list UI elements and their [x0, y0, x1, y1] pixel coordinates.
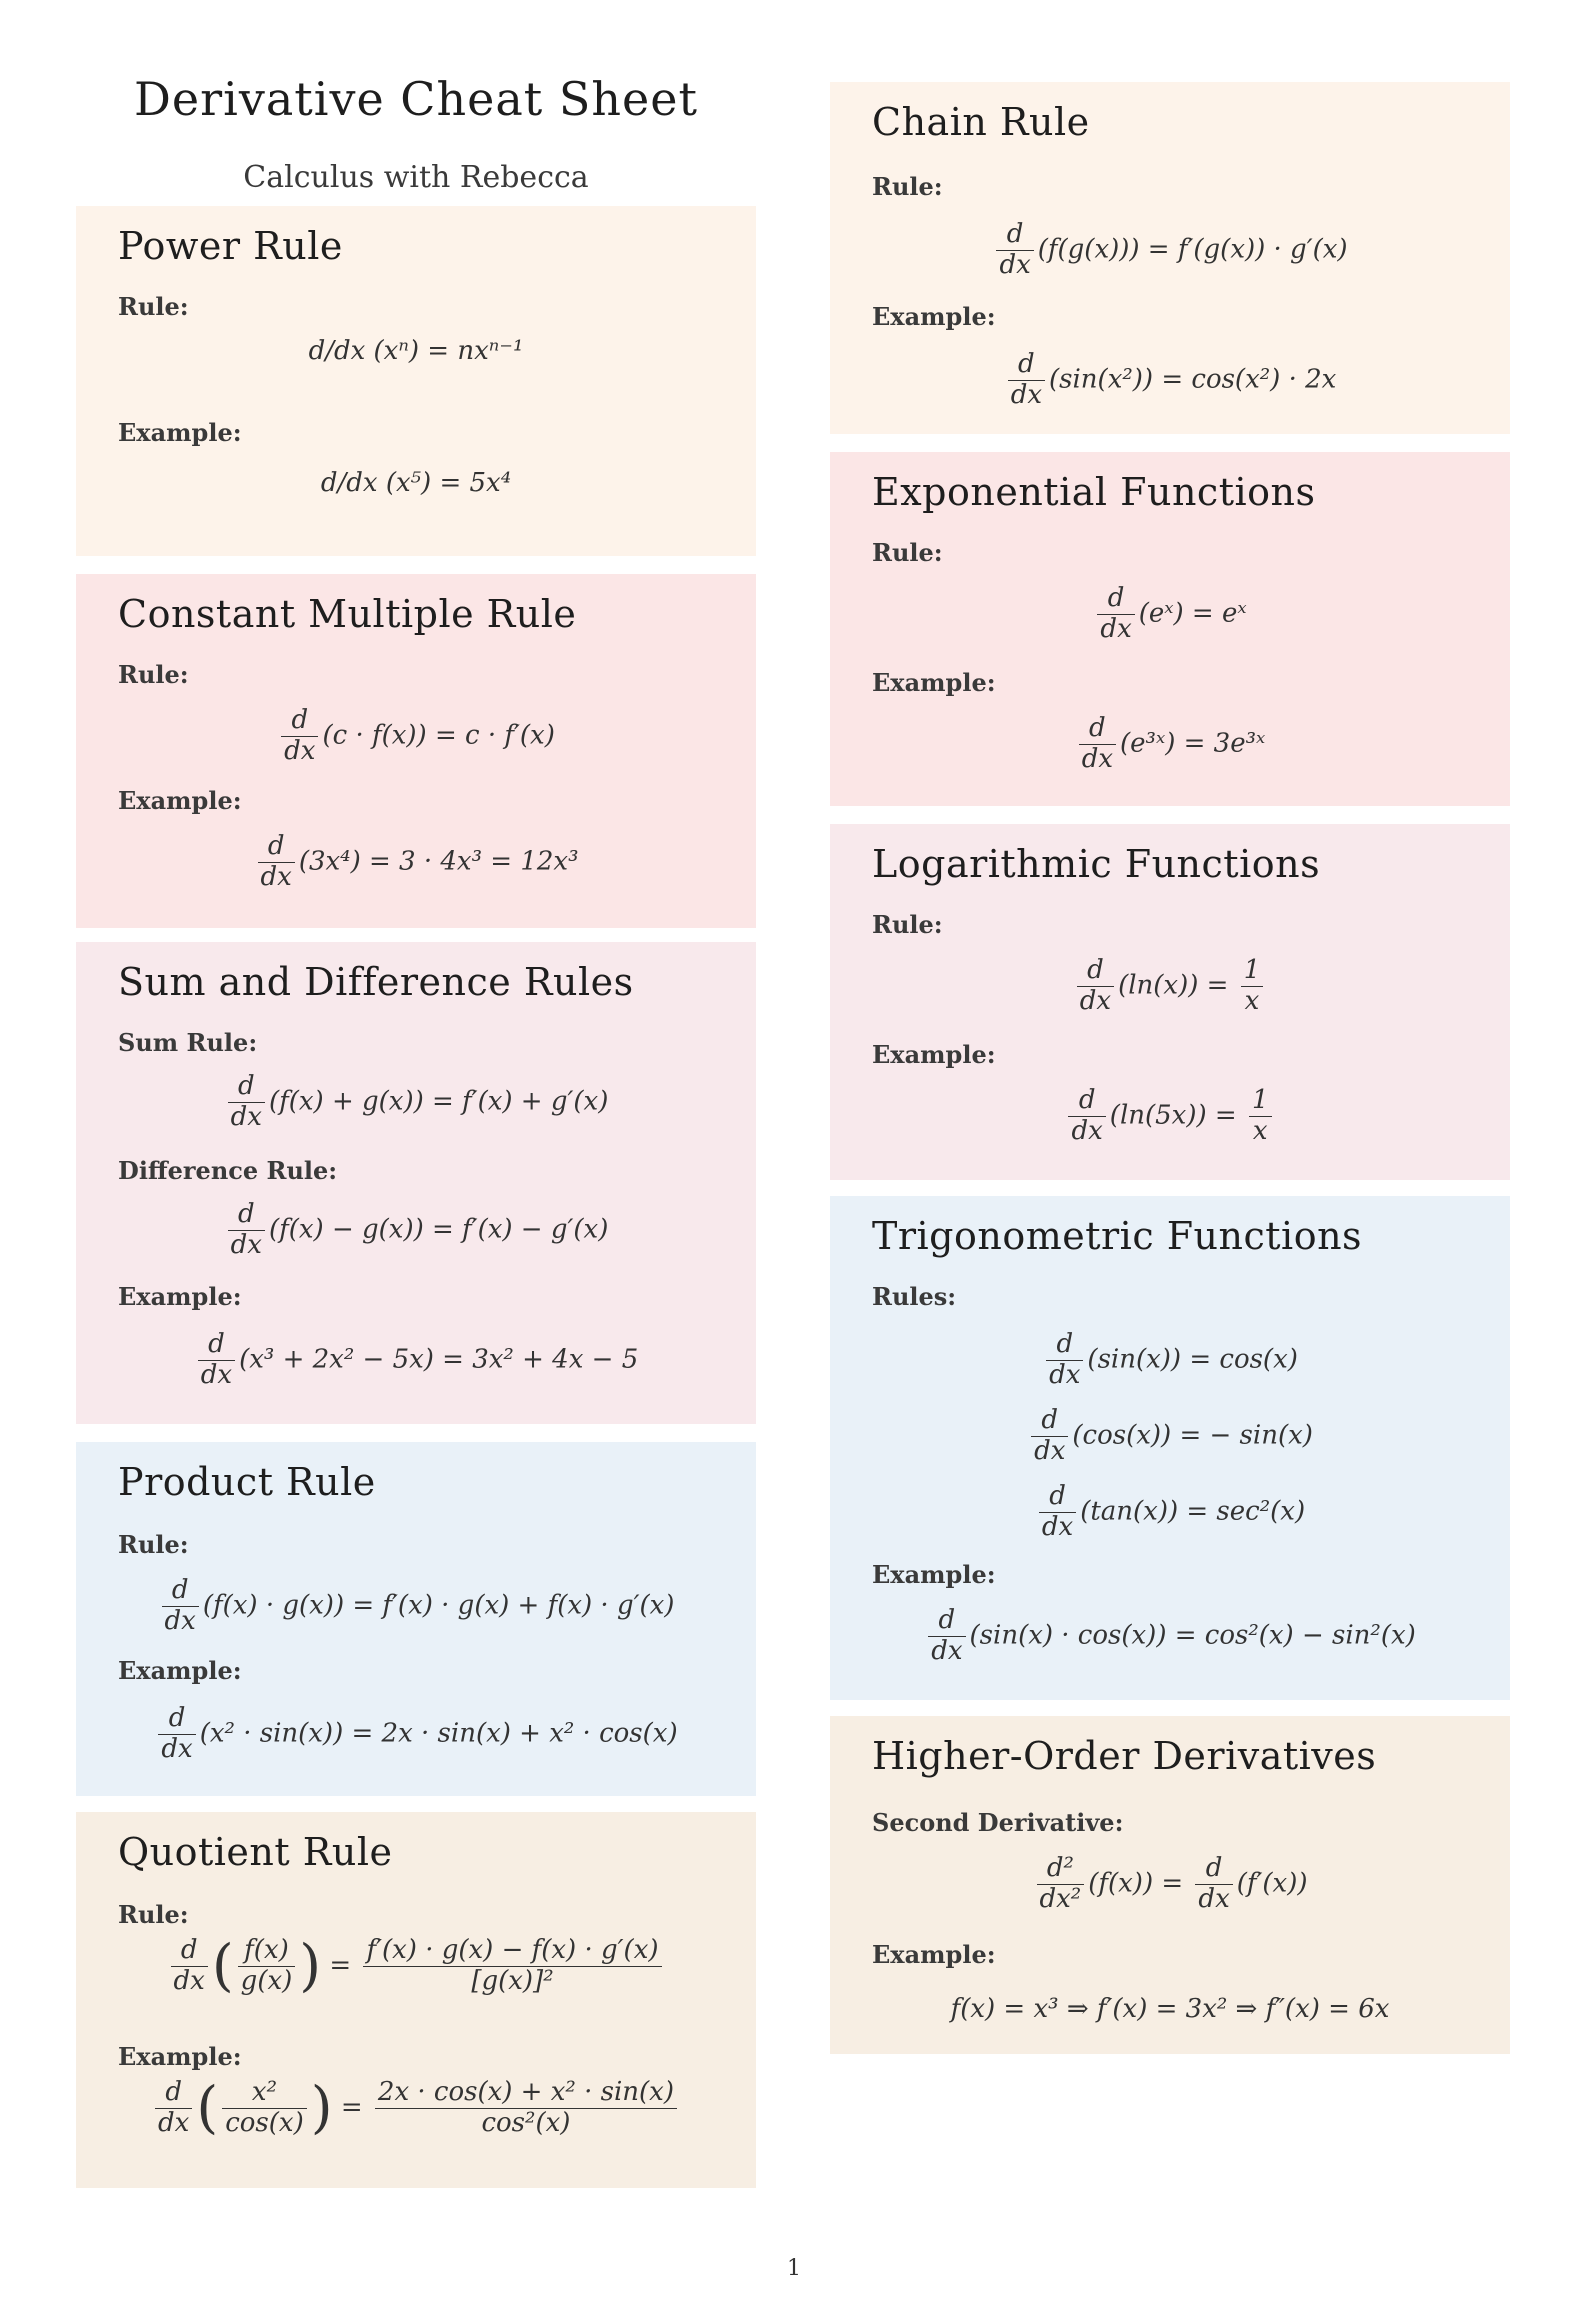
example-label: Example: — [118, 2042, 242, 2071]
derivative-fraction: $\frac{d}{dx}$ — [1079, 714, 1116, 775]
derivative-fraction: $\frac{d}{dx}$ — [281, 706, 318, 767]
rule-label: Rule: — [872, 172, 943, 201]
derivative-fraction: $\frac{d}{dx}$ — [171, 1936, 208, 1997]
sum-difference-section — [76, 942, 756, 1424]
trigonometric-section — [830, 1196, 1510, 1700]
trig-rule-cos: $\frac{d}{dx}$ (cos(x)) = − sin(x) — [830, 1406, 1510, 1467]
product-rule-section — [76, 1442, 756, 1796]
rule-label: Rule: — [118, 1900, 189, 1929]
difference-rule-formula: $\frac{d}{dx}$ (f(x) − g(x)) = f′(x) − g′(x) — [76, 1200, 756, 1261]
exponential-rule-formula: $\frac{d}{dx}$ (eˣ) = eˣ — [830, 584, 1510, 645]
derivative-fraction: $\frac{d}{dx}$ — [928, 1606, 965, 1667]
rule-label: Rule: — [872, 538, 943, 567]
product-example-formula: $\frac{d}{dx}$ (x² · sin(x)) = 2x · sin(x) + x² · cos(x) — [76, 1704, 756, 1765]
power-rule-formula-text: d/dx (xⁿ) = nxⁿ⁻¹ — [308, 336, 524, 366]
derivative-fraction: $\frac{d}{dx}$ — [162, 1576, 199, 1637]
derivative-fraction: $\frac{d}{dx}$ — [996, 220, 1033, 281]
quotient-rule-formula: $\frac{d}{dx}$ ( $\frac{f(x)}{g(x)}$ ) = $\frac{f'(x) \cdot g(x) - f(x) \cdot g'(x)}{\text{[g(x)]²}}$ — [76, 1936, 756, 1997]
exponential-example-formula: $\frac{d}{dx}$ (e³ˣ) = 3e³ˣ — [830, 714, 1510, 775]
rules-label: Rules: — [872, 1282, 957, 1311]
second-derivative-fraction: $\frac{\text{d²}}{\text{dx²}}$ — [1037, 1854, 1085, 1915]
example-label: Example: — [872, 1560, 996, 1589]
power-example-formula — [76, 468, 756, 498]
derivative-fraction: $\frac{d}{dx}$ — [1068, 1086, 1105, 1147]
section-title: Logarithmic Functions — [872, 842, 1321, 886]
derivative-fraction: $\frac{d}{dx}$ — [1031, 1406, 1068, 1467]
section-title: Chain Rule — [872, 100, 1090, 144]
example-label: Example: — [872, 1940, 996, 1969]
derivative-fraction: $\frac{d}{dx}$ — [1039, 1482, 1076, 1543]
second-derivative-label: Second Derivative: — [872, 1808, 1124, 1837]
example-label: Example: — [118, 786, 242, 815]
derivative-fraction: $\frac{d}{dx}$ — [1077, 956, 1114, 1017]
derivative-fraction: $\frac{d}{dx}$ — [1097, 584, 1134, 645]
section-title: Higher-Order Derivatives — [872, 1734, 1377, 1778]
quotient-example-formula: $\frac{d}{dx}$ ( $\frac{\text{x²}}{\cos(x)}$ ) = $\frac{\text{2x · cos(x) + x² · sin(x)}}{\text{cos²(x)}}$ — [76, 2078, 756, 2139]
rule-label: Rule: — [118, 1530, 189, 1559]
example-label: Example: — [118, 1656, 242, 1685]
page-subtitle: Calculus with Rebecca — [243, 160, 589, 195]
product-rule-formula: $\frac{d}{dx}$ (f(x) · g(x)) = f′(x) · g(x) + f(x) · g′(x) — [76, 1576, 756, 1637]
chain-rule-formula: $\frac{d}{dx}$ (f(g(x))) = f′(g(x)) · g′(x) — [830, 220, 1510, 281]
power-example-formula-text: d/dx (x⁵) = 5x⁴ — [320, 468, 512, 498]
derivative-fraction: $\frac{d}{dx}$ — [228, 1200, 265, 1261]
trig-rule-tan: $\frac{d}{dx}$ (tan(x)) = sec²(x) — [830, 1482, 1510, 1543]
section-title: Quotient Rule — [118, 1830, 393, 1874]
rule-label: Rule: — [872, 910, 943, 939]
derivative-fraction: $\frac{d}{dx}$ — [1195, 1854, 1232, 1915]
log-example-formula: $\frac{d}{dx}$ (ln(5x)) = $\frac{1}{x}$ — [830, 1086, 1510, 1147]
section-title: Exponential Functions — [872, 470, 1316, 514]
derivative-fraction: $\frac{d}{dx}$ — [1008, 350, 1045, 411]
higher-example-formula-text: f(x) = x³ ⇒ f′(x) = 3x² ⇒ f″(x) = 6x — [950, 1994, 1390, 2024]
derivative-fraction: $\frac{d}{dx}$ — [198, 1330, 235, 1391]
section-title: Product Rule — [118, 1460, 376, 1504]
constant-rule-formula: $\frac{d}{dx}$ (c · f(x)) = c · f′(x) — [76, 706, 756, 767]
trig-rule-sin: $\frac{d}{dx}$ (sin(x)) = cos(x) — [830, 1330, 1510, 1391]
page-number: 1 — [787, 2256, 801, 2281]
example-label: Example: — [872, 668, 996, 697]
power-rule-section — [76, 206, 756, 556]
example-label: Example: — [872, 302, 996, 331]
derivative-fraction: $\frac{d}{dx}$ — [158, 1704, 195, 1765]
page-title: Derivative Cheat Sheet — [134, 72, 698, 126]
section-title: Constant Multiple Rule — [118, 592, 577, 636]
constant-example-formula: $\frac{d}{dx}$ (3x⁴) = 3 · 4x³ = 12x³ — [76, 832, 756, 893]
trig-example-formula: $\frac{d}{dx}$ (sin(x) · cos(x)) = cos²(x) − sin²(x) — [830, 1606, 1510, 1667]
logarithmic-section — [830, 824, 1510, 1180]
section-title: Sum and Difference Rules — [118, 960, 634, 1004]
example-label: Example: — [872, 1040, 996, 1069]
log-rule-formula: $\frac{d}{dx}$ (ln(x)) = $\frac{1}{x}$ — [830, 956, 1510, 1017]
power-rule-formula — [76, 336, 756, 366]
section-title: Power Rule — [118, 224, 343, 268]
rule-label: Rule: — [118, 660, 189, 689]
chain-example-formula: $\frac{d}{dx}$ (sin(x²)) = cos(x²) · 2x — [830, 350, 1510, 411]
derivative-fraction: $\frac{d}{dx}$ — [228, 1072, 265, 1133]
sum-example-formula: $\frac{d}{dx}$ (x³ + 2x² − 5x) = 3x² + 4x − 5 — [76, 1330, 756, 1391]
rule-label: Rule: — [118, 292, 189, 321]
quotient-rule-section — [76, 1812, 756, 2188]
constant-multiple-section — [76, 574, 756, 928]
derivative-fraction: $\frac{d}{dx}$ — [258, 832, 295, 893]
derivative-fraction: $\frac{d}{dx}$ — [1046, 1330, 1083, 1391]
sum-rule-label: Sum Rule: — [118, 1028, 258, 1057]
higher-order-section — [830, 1716, 1510, 2054]
example-label: Example: — [118, 1282, 242, 1311]
second-derivative-formula: $\frac{\text{d²}}{\text{dx²}}$ (f(x)) = $\frac{d}{dx}$ (f′(x)) — [830, 1854, 1510, 1915]
sum-rule-formula: $\frac{d}{dx}$ (f(x) + g(x)) = f′(x) + g′(x) — [76, 1072, 756, 1133]
section-title: Trigonometric Functions — [872, 1214, 1363, 1258]
higher-example-formula — [830, 1994, 1510, 2024]
chain-rule-section — [830, 82, 1510, 434]
exponential-section — [830, 452, 1510, 806]
derivative-fraction: $\frac{d}{dx}$ — [155, 2078, 192, 2139]
difference-rule-label: Difference Rule: — [118, 1156, 338, 1185]
example-label: Example: — [118, 418, 242, 447]
